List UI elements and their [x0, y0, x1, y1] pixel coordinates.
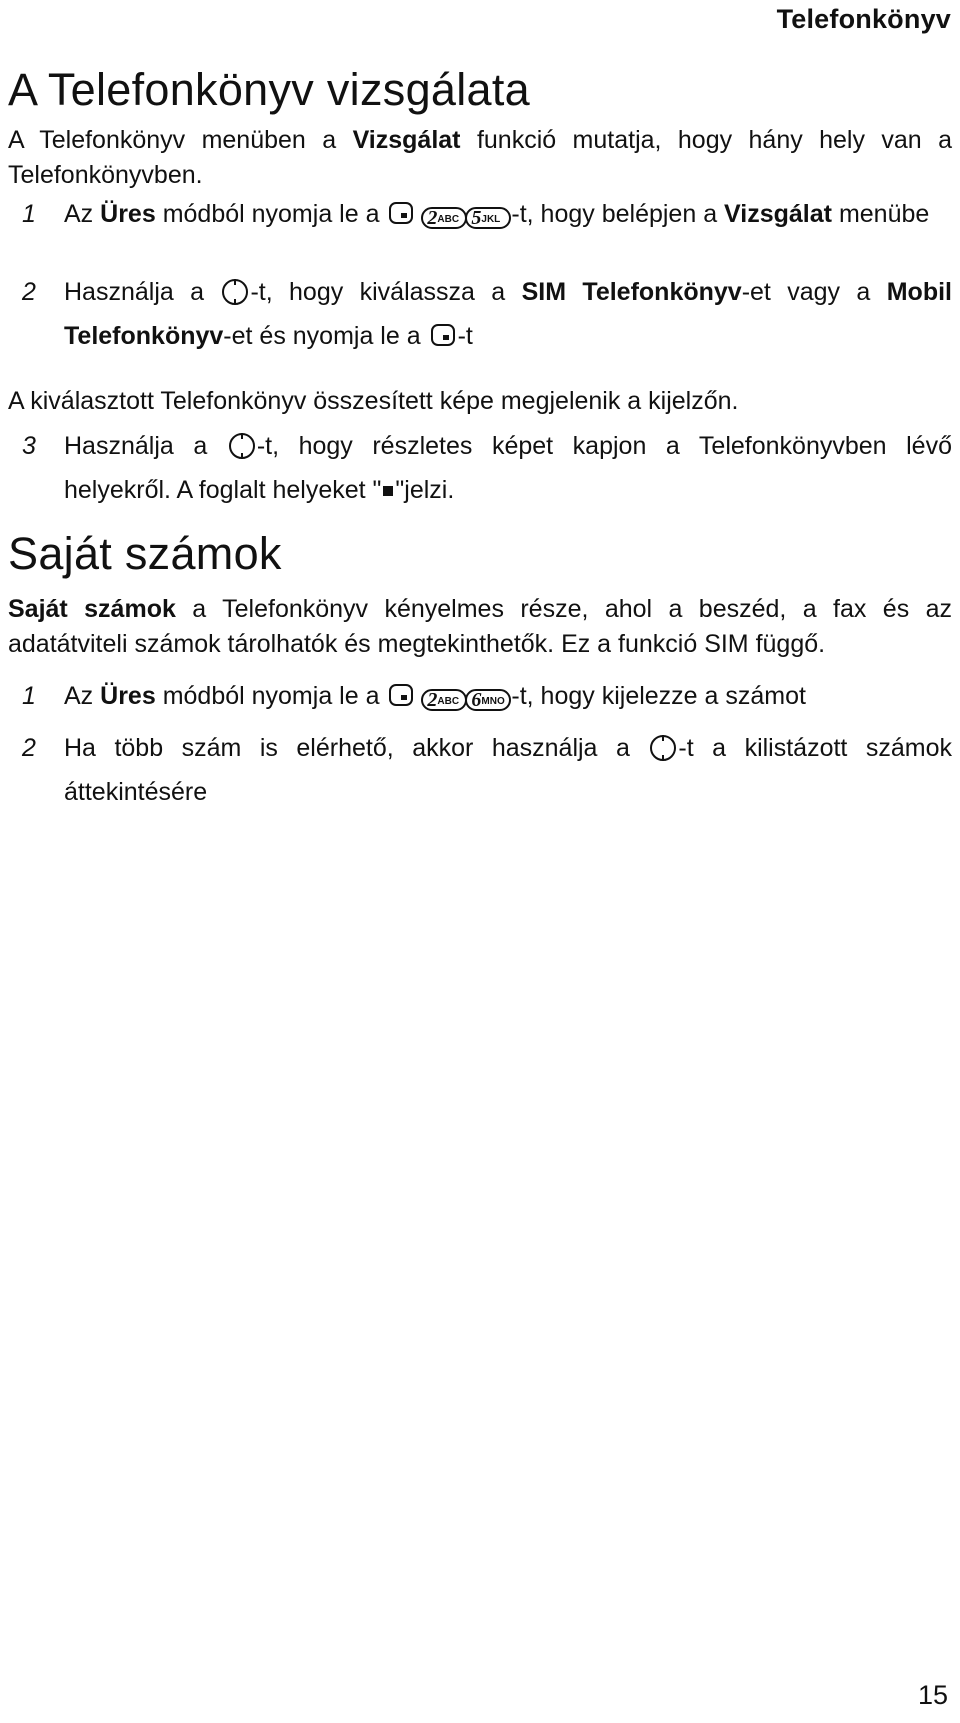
section2-step-1: 1 Az Üres módból nyomja le a 2ABC 6MNO -t, hogy kijelezze a számot — [8, 674, 952, 718]
running-header: Telefonkönyv — [776, 4, 951, 34]
key-5-icon: 5JKL — [465, 207, 511, 229]
occupied-slot-icon — [383, 486, 393, 496]
section1-note: A kiválasztott Telefonkönyv összesített képe megjelenik a kijelzőn. — [8, 387, 739, 415]
section-title-phonebook-check: A Telefonkönyv vizsgálata — [8, 64, 530, 115]
section1-step-2: 2 Használja a -t, hogy kiválassza a SIM Telefonkönyv-et vagy a Mobil Telefonkönyv-et és nyomja le a -t — [8, 270, 952, 358]
step-number: 2 — [22, 278, 36, 306]
section1-step-3: 3 Használja a -t, hogy részletes képet kapjon a Telefonkönyvben lévő helyekről. A foglalt helyeket " "jelzi. — [8, 424, 952, 512]
section-title-own-numbers: Saját számok — [8, 528, 282, 579]
navigation-key-icon — [222, 279, 248, 305]
page-number: 15 — [917, 1680, 948, 1710]
ok-key-icon — [431, 324, 455, 346]
ok-key-icon — [389, 684, 413, 706]
section2-intro: Saját számok a Telefonkönyv kényelmes része, ahol a beszéd, a fax és az adatátviteli számok tárolhatók és megtekinthetők. Ez a funkció SIM függő. — [8, 595, 952, 658]
step-number: 2 — [22, 734, 36, 762]
navigation-key-icon — [650, 735, 676, 761]
step-number: 1 — [22, 682, 36, 710]
key-2-icon: 2ABC — [421, 689, 467, 711]
navigation-key-icon — [229, 433, 255, 459]
step-number: 3 — [22, 432, 36, 460]
step-number: 1 — [22, 200, 36, 228]
key-6-icon: 6MNO — [465, 689, 511, 711]
ok-key-icon — [389, 202, 413, 224]
section1-intro: A Telefonkönyv menüben a Vizsgálat funkció mutatja, hogy hány hely van a Telefonkönyvben. — [8, 126, 953, 189]
section1-step-1: 1 Az Üres módból nyomja le a 2ABC 5JKL -t, hogy belépjen a Vizsgálat menübe — [8, 192, 952, 236]
key-2-icon: 2ABC — [421, 207, 467, 229]
section2-step-2: 2 Ha több szám is elérhető, akkor használja a -t a kilistázott számok áttekintésére — [8, 726, 952, 814]
